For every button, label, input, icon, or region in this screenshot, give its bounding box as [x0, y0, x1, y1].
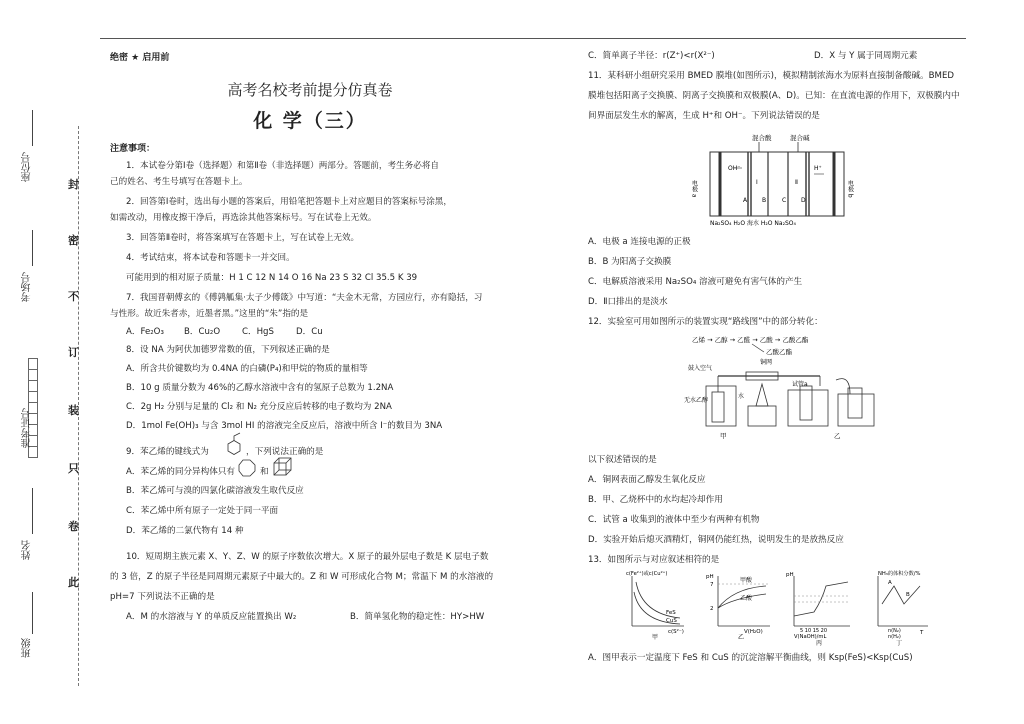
g4-point-b: B	[906, 592, 910, 598]
fig-electrode-b: 电极 b	[846, 180, 854, 198]
seal-char-1: 封	[68, 178, 79, 191]
q10-line-1: 10．短周期主族元素 X、Y、Z、W 的原子序数依次增大。X 原子的最外层电子数是 K 层电子数	[126, 552, 489, 562]
g4-caption: 丁	[896, 640, 903, 647]
fig-acid-label: 混合酸	[752, 134, 772, 142]
q13-stem: 13．如图所示与对应叙述相符的是	[588, 555, 720, 565]
g1-caption: 甲	[652, 634, 659, 641]
note-1a: 1．本试卷分第Ⅰ卷（选择题）和第Ⅱ卷（非选择题）两部分。答题前，考生务必将自	[126, 161, 440, 171]
q10-line-3: pH=7 下列说法不正确的是	[110, 592, 215, 602]
seal-char-6: 只	[68, 462, 79, 475]
q11-line-1: 11．某科研小组研究采用 BMED 膜堆(如图所示)，模拟精制浓海水为原料直接制备酸碱。BMED	[588, 71, 955, 81]
fig-ethanol: 无水乙醇	[684, 397, 709, 404]
subject-title: 化 学（三）	[253, 110, 367, 132]
question-13	[588, 554, 978, 664]
q10-option-c[interactable]: C．简单离子半径：r(Z⁺)<r(X²⁻)	[588, 51, 715, 61]
q13-option-a[interactable]: A．图甲表示一定温度下 FeS 和 CuS 的沉淀溶解平衡曲线，则 Ksp(FeS)<Ksp(CuS)	[588, 653, 913, 663]
fig-mem-a: A	[743, 197, 748, 204]
top-rule	[100, 38, 966, 39]
q7-options	[126, 326, 510, 338]
q10-line-2: 的 3 倍，Z 的原子半径是同周期元素原子中最大的。Z 和 W 可形成化合物 M；常温下 M 的水溶液的	[110, 572, 494, 582]
q10-option-a[interactable]: A．M 的水溶液与 Y 的单质反应能置换出 W₂	[126, 612, 297, 622]
q8-option-b[interactable]: B．10 g 质量分数为 46%的乙醇水溶液中含有的氢原子总数为 1.2NA	[126, 383, 394, 393]
q13-graphs	[588, 570, 978, 647]
g4-xlabel-num: n(N₂)	[888, 628, 901, 634]
q9-option-c[interactable]: C．苯乙烯中所有原子一定处于同一平面	[126, 506, 279, 516]
secret-label: 绝密 ★ 启用前	[110, 53, 170, 63]
q9-stem-b: ，下列说法正确的是	[246, 447, 324, 457]
note-3: 3．回答第Ⅱ卷时，将答案填写在答题卡上，写在试卷上无效。	[126, 233, 360, 243]
note-2b: 如需改动，用橡皮擦干净后，再选涂其他答案标号。写在试卷上无效。	[110, 213, 377, 223]
seal-char-3: 不	[68, 290, 79, 303]
fig-mem-d: D	[801, 197, 806, 204]
left-column	[110, 40, 510, 623]
notes-heading: 注意事项：	[110, 144, 156, 154]
exam-title: 高考名校考前提分仿真卷	[227, 81, 393, 99]
g3-xticks: 5 10 15 20	[800, 628, 828, 634]
question-11	[588, 70, 978, 308]
g4-t: T	[920, 630, 924, 636]
fig-port-1: Ⅰ	[756, 179, 758, 186]
g3-caption: 丙	[816, 640, 823, 647]
name-blank[interactable]	[32, 488, 33, 534]
seal-char-2: 密	[68, 234, 79, 247]
atomic-masses: 可能用到的相对原子质量：H 1 C 12 N 14 O 16 Na 23 S 32 Cl 35.5 K 39	[126, 273, 418, 283]
g3-xlabel: V(NaOH)/mL	[794, 634, 827, 640]
ethanol-oxidation-apparatus	[588, 334, 978, 444]
fig-electrode-a: 电极 a	[690, 180, 698, 198]
q8-stem: 8．设 NA 为阿伏加德罗常数的值，下列叙述正确的是	[126, 345, 330, 355]
q11-option-b[interactable]: B．B 为阳离子交换膜	[588, 257, 672, 267]
q9-and: 和	[260, 467, 269, 477]
g2-tick-7: 7	[710, 582, 714, 588]
q11-option-d[interactable]: D．Ⅱ口排出的是淡水	[588, 297, 668, 307]
q12-stem-2: 以下叙述错误的是	[588, 455, 657, 465]
g2-xlabel: V(H₂O)	[744, 629, 763, 635]
g1-ylabel: c(Fe²⁺)或c(Cu²⁺)	[626, 571, 668, 577]
g4-xlabel-den: n(H₂)	[888, 634, 901, 640]
question-12	[588, 316, 978, 546]
note-2a: 2．回答第Ⅰ卷时，选出每小题的答案后，用铅笔把答题卡上对应题目的答案标号涂黑，	[126, 197, 452, 207]
q12-option-a[interactable]: A．铜网表面乙醇发生氧化反应	[588, 475, 706, 485]
q10-option-b[interactable]: B．简单氢化物的稳定性：HY>HW	[350, 612, 485, 622]
g4-point-a: A	[888, 580, 892, 586]
field-seat: 座位号	[22, 152, 33, 182]
q11-line-3: 间界面层发生水的解离，生成 H⁺和 OH⁻。下列说法错误的是	[588, 111, 820, 121]
route-text: 乙烯 → 乙醇 → 乙醛 → 乙酸 → 乙酸乙酯	[692, 336, 809, 344]
room-blank[interactable]	[32, 230, 33, 266]
fig-water: 水	[738, 393, 745, 400]
seal-char-5: 装	[68, 404, 79, 417]
q9-option-a[interactable]: A．苯乙烯的同分异构体只有	[126, 467, 236, 477]
cyclooctatetraene-icon	[237, 458, 257, 478]
question-7	[110, 292, 510, 338]
q12-option-d[interactable]: D．实验开始后熄灭酒精灯，铜网仍能红热，说明发生的是放热反应	[588, 535, 844, 545]
fig-bottom-labels: Na₂SO₄ H₂O 海水 H₂O Na₂SO₄	[710, 220, 796, 227]
q7-option-a[interactable]: A．Fe₂O₃	[126, 327, 164, 337]
seat-blank[interactable]	[32, 110, 33, 146]
fig-copper: 铜网	[760, 359, 773, 366]
question-8	[110, 344, 510, 432]
styrene-structure-icon	[220, 436, 244, 458]
fig-mem-c: C	[782, 197, 787, 204]
note-4: 4．考试结束，将本试卷和答题卡一并交回。	[126, 253, 295, 263]
g1-cus: CuS	[666, 618, 677, 624]
fig-port-2: Ⅱ	[795, 179, 798, 186]
seal-char-4: 订	[68, 346, 79, 359]
q7-stem-2: 与性形。故近朱者赤，近墨者黑。”这里的“朱”指的是	[110, 309, 309, 319]
binding-strip	[0, 40, 100, 724]
g2-caption: 乙	[738, 634, 745, 641]
g2-acid1: 甲酸	[740, 577, 753, 584]
note-1b: 己的姓名、考生号填写在答题卡上。	[110, 177, 248, 187]
q12-option-c[interactable]: C．试管 a 收集到的液体中至少有两种有机物	[588, 515, 760, 525]
q8-option-d[interactable]: D．1mol Fe(OH)₃ 与含 3mol HI 的溶液完全反应后，溶液中所含 I⁻的数目为 3NA	[126, 421, 443, 431]
g2-acid2: 乙酸	[740, 595, 753, 602]
q8-option-a[interactable]: A．所含共价键数均为 0.4NA 的白磷(P₄)和甲烷的物质的量相等	[126, 364, 368, 374]
fig-base-label: 混合碱	[790, 134, 810, 142]
q11-option-c[interactable]: C．电解质溶液采用 Na₂SO₄ 溶液可避免有害气体的产生	[588, 277, 803, 287]
q11-option-a[interactable]: A．电极 a 连接电源的正极	[588, 237, 691, 247]
fig-mem-b: B	[762, 197, 767, 204]
fig-jia: 甲	[720, 432, 727, 440]
q10-option-d[interactable]: D．X 与 Y 属于同周期元素	[814, 51, 918, 61]
q9-option-d[interactable]: D．苯乙烯的二氯代物有 14 种	[126, 526, 244, 536]
q7-option-d[interactable]: D．Cu	[296, 327, 323, 337]
bmed-diagram	[588, 130, 978, 226]
cubane-icon	[272, 456, 294, 478]
q9-stem-a: 9．苯乙烯的键线式为	[126, 447, 209, 457]
q8-option-c[interactable]: C．2g H₂ 分别与足量的 Cl₂ 和 N₂ 充分反应后转移的电子数均为 2NA	[126, 402, 392, 412]
q9-option-b[interactable]: B．苯乙烯可与溴的四氯化碳溶液发生取代反应	[126, 486, 304, 496]
field-exam-number: 准考证号	[22, 408, 33, 448]
q7-option-c[interactable]: C．HgS	[242, 327, 274, 337]
g2-tick-2: 2	[710, 606, 714, 612]
question-9	[110, 442, 510, 537]
g4-ylabel: NH₃的体积分数/%	[878, 571, 921, 577]
q11-line-2: 膜堆包括阳离子交换膜、阴离子交换膜和双极膜(A、D)。已知：在直流电源的作用下，双极膜内中	[588, 91, 960, 101]
right-column	[588, 40, 978, 664]
q7-stem-1: 7．我国晋朝傅玄的《傅鹑觚集·太子少傅箴》中写道：“夫金木无常，方园应行，亦有隐括，习	[126, 293, 483, 303]
fig-oh: OH⁻	[728, 165, 741, 172]
notes-list	[110, 160, 510, 284]
field-class: 班级	[22, 638, 33, 658]
g2-ylabel: pH	[706, 574, 714, 580]
route-branch: 乙酸乙酯	[766, 348, 792, 356]
fig-tube: 试管a	[792, 381, 808, 388]
field-room: 考场号	[22, 272, 33, 302]
fig-air: 鼓入空气	[688, 365, 713, 372]
class-blank[interactable]	[32, 592, 33, 634]
seal-char-8: 此	[68, 576, 79, 589]
g3-ylabel: pH	[786, 572, 794, 578]
seal-char-7: 卷	[68, 520, 79, 533]
g1-fes: FeS	[666, 610, 676, 616]
field-name: 姓名	[22, 540, 33, 560]
g1-xlabel: c(S²⁻)	[668, 629, 684, 635]
fig-yi: 乙	[834, 432, 841, 440]
fig-h: H⁺	[814, 165, 822, 172]
question-10	[110, 551, 510, 623]
q12-option-b[interactable]: B．甲、乙烧杯中的水均起冷却作用	[588, 495, 723, 505]
q12-stem: 12．实验室可用如图所示的装置实现“路线图”中的部分转化：	[588, 317, 823, 327]
q7-option-b[interactable]: B．Cu₂O	[184, 327, 221, 337]
